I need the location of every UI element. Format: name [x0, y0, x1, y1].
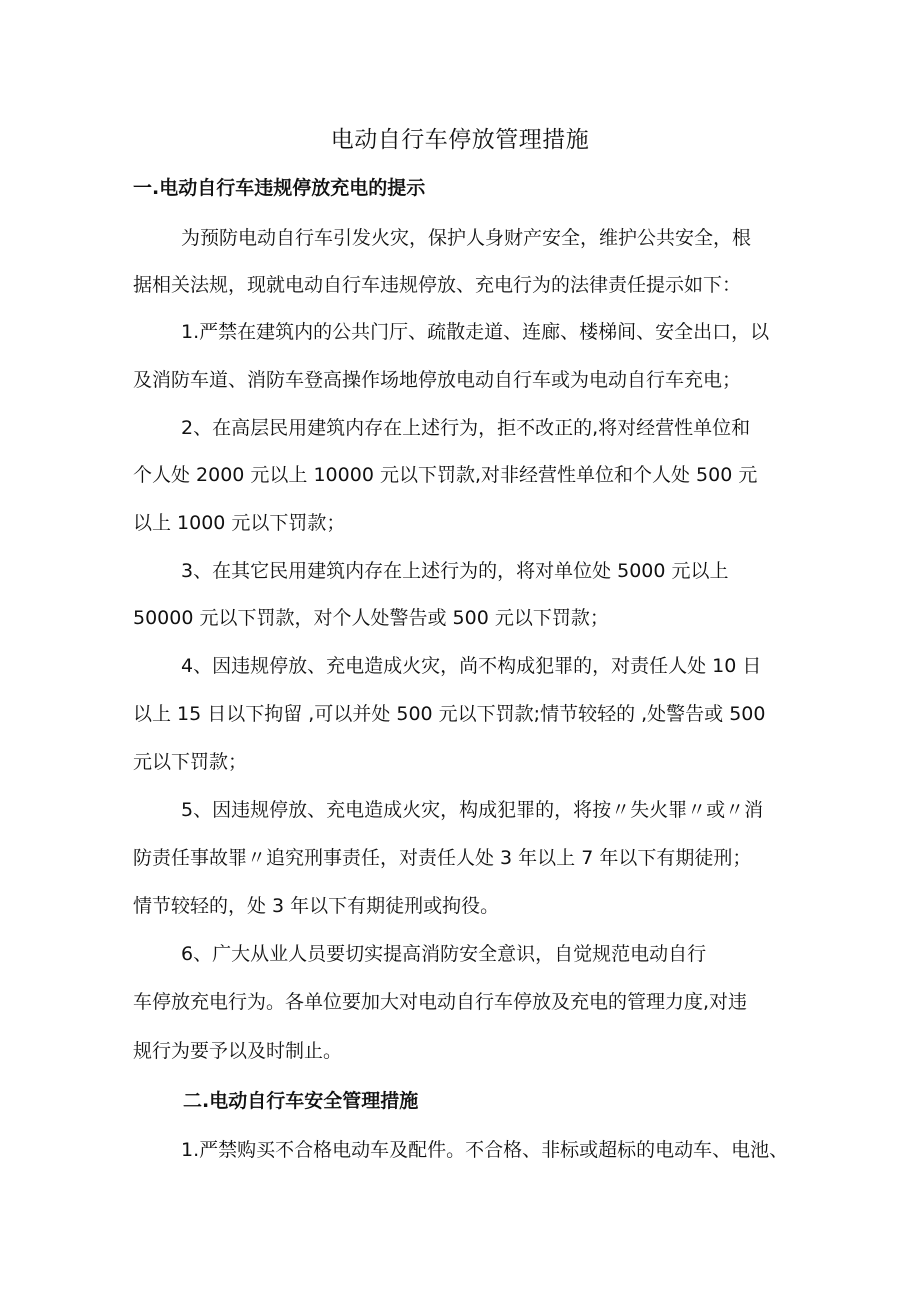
- paragraph-line: 防责任事故罪〃追究刑事责任，对责任人处 3 年以上 7 年以下有期徒刑；: [133, 847, 752, 869]
- paragraph-line: 2、在高层民用建筑内存在上述行为，拒不改正的,将对经营性单位和: [181, 417, 751, 439]
- paragraph-line: 以上 15 日以下拘留 ,可以并处 500 元以下罚款;情节较轻的 ,处警告或 500: [133, 703, 766, 725]
- paragraph-line: 5、因违规停放、充电造成火灾，构成犯罪的，将按〃失火罪〃或〃消: [181, 799, 764, 821]
- section-2-heading: 二.电动自行车安全管理措施: [183, 1090, 419, 1112]
- paragraph-line: 情节较轻的，处 3 年以下有期徒刑或拘役。: [133, 895, 500, 917]
- section-1-heading: 一.电动自行车违规停放充电的提示: [133, 177, 426, 199]
- paragraph-line: 1.严禁在建筑内的公共门厅、疏散走道、连廊、楼梯间、安全出口，以: [181, 321, 770, 343]
- paragraph-line: 3、在其它民用建筑内存在上述行为的，将对单位处 5000 元以上: [181, 560, 729, 582]
- paragraph-line: 1.严禁购买不合格电动车及配件。不合格、非标或超标的电动车、电池、: [181, 1139, 789, 1161]
- paragraph-line: 4、因违规停放、充电造成火灾，尚不构成犯罪的，对责任人处 10 日: [181, 655, 762, 677]
- paragraph-line: 规行为要予以及时制止。: [133, 1040, 343, 1062]
- paragraph-line: 车停放充电行为。各单位要加大对电动自行车停放及充电的管理力度,对违: [133, 991, 748, 1013]
- paragraph-line: 元以下罚款；: [133, 751, 248, 773]
- paragraph-line: 为预防电动自行车引发火灾，保护人身财产安全，维护公共安全，根: [181, 227, 752, 249]
- paragraph-line: 50000 元以下罚款，对个人处警告或 500 元以下罚款；: [133, 607, 609, 629]
- paragraph-line: 及消防车道、消防车登高操作场地停放电动自行车或为电动自行车充电；: [133, 369, 742, 391]
- paragraph-line: 个人处 2000 元以上 10000 元以下罚款,对非经营性单位和个人处 500 元: [133, 464, 758, 486]
- paragraph-line: 据相关法规，现就电动自行车违规停放、充电行为的法律责任提示如下：: [133, 274, 742, 296]
- paragraph-line: 6、广大从业人员要切实提高消防安全意识，自觉规范电动自行: [181, 943, 707, 965]
- document-title: 电动自行车停放管理措施: [330, 127, 590, 153]
- paragraph-line: 以上 1000 元以下罚款；: [133, 512, 346, 534]
